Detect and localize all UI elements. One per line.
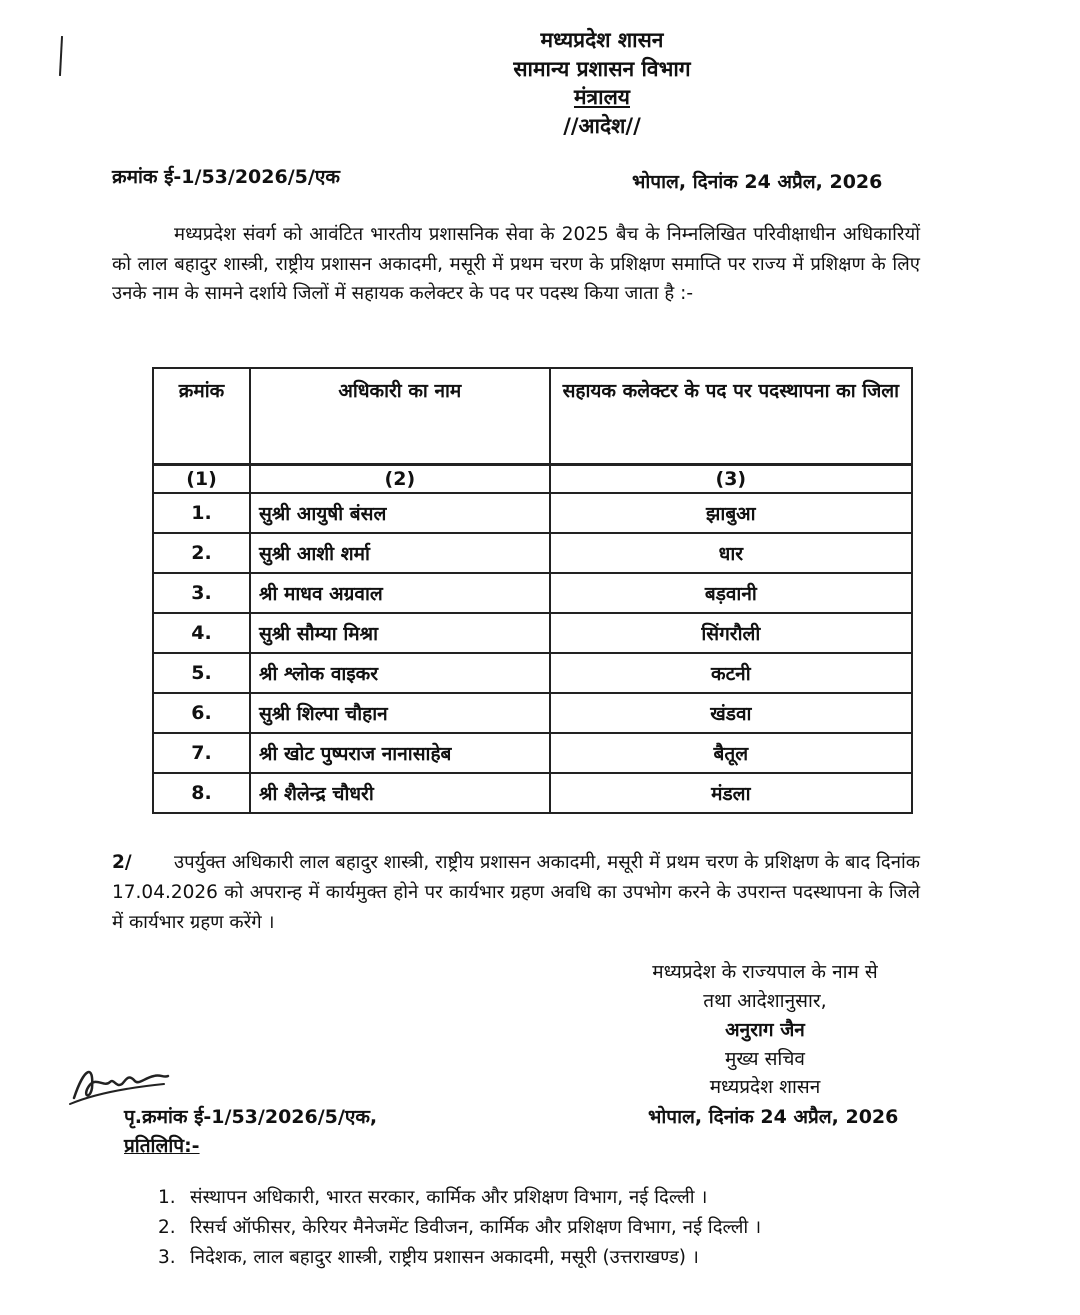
row-officer-name: श्री शैलेन्द्र चौधरी [250,773,550,813]
row-serial: 4. [153,613,250,653]
list-item-number: 3. [158,1247,176,1268]
row-serial: 3. [153,573,250,613]
row-district: मंडला [550,773,912,813]
header-district: सहायक कलेक्टर के पद पर पदस्थापना का जिला [550,368,912,465]
list-item-text: रिसर्च ऑफीसर, केरियर मैनेजमेंट डिवीजन, कार्मिक और प्रशिक्षण विभाग, नई दिल्ली । [190,1217,762,1238]
list-item [158,1183,761,1213]
copy-label: प्रतिलिपि:- [124,1135,200,1157]
order-paragraph-2 [112,848,920,938]
list-item-number: 1. [158,1187,176,1208]
col-num-1: (1) [153,465,250,494]
header-department: सामान्य प्रशासन विभाग [513,57,691,81]
handwritten-initials [64,1058,174,1108]
table-header-row [153,368,912,465]
table-row [153,493,912,533]
header-order-title: //आदेश// [563,114,641,138]
order-reference: क्रमांक ई-1/53/2026/5/एक [112,166,340,188]
row-officer-name: सुश्री सौम्या मिश्रा [250,613,550,653]
header-serial: क्रमांक [153,368,250,465]
row-officer-name: श्री माधव अग्रवाल [250,573,550,613]
row-district: सिंगरौली [550,613,912,653]
paragraph-number: 2/ [112,852,132,873]
col-num-3: (3) [550,465,912,494]
copy-recipient-list [158,1183,761,1273]
signatory-name: अनुराग जैन [725,1019,805,1041]
signature-line-2: तथा आदेशानुसार, [703,990,827,1012]
signatory-office: मध्यप्रदेश शासन [709,1076,821,1098]
order-date: भोपाल, दिनांक 24 अप्रैल, 2026 [632,171,883,193]
row-serial: 8. [153,773,250,813]
endorsement-date: भोपाल, दिनांक 24 अप्रैल, 2026 [648,1106,899,1128]
row-district: कटनी [550,653,912,693]
table-row [153,573,912,613]
list-item-text: संस्थापन अधिकारी, भारत सरकार, कार्मिक और प्रशिक्षण विभाग, नई दिल्ली । [190,1187,708,1208]
signature-line-1: मध्यप्रदेश के राज्यपाल के नाम से [652,961,878,983]
row-serial: 6. [153,693,250,733]
row-officer-name: श्री श्लोक वाइकर [250,653,550,693]
table-row [153,653,912,693]
col-num-2: (2) [250,465,550,494]
paragraph-2-text: उपर्युक्त अधिकारी लाल बहादुर शास्त्री, राष्ट्रीय प्रशासन अकादमी, मसूरी में प्रथम चरण के प्रशिक्षण के बाद दिनांक 17.04.2026 को अपरान्ह में कार्यमुक्त होने पर कार्यभार ग्रहण अवधि का उपभोग करने के उपरान्त पदस्थापना के जिले में कार्यभार ग्रहण करेंगे । [112,852,920,933]
row-officer-name: सुश्री आशी शर्मा [250,533,550,573]
row-district: धार [550,533,912,573]
row-officer-name: श्री खोट पुष्पराज नानासाहेब [250,733,550,773]
row-district: बैतूल [550,733,912,773]
row-district: झाबुआ [550,493,912,533]
table-row [153,533,912,573]
table-row [153,773,912,813]
list-item [158,1213,761,1243]
row-serial: 2. [153,533,250,573]
table-row [153,733,912,773]
column-number-row [153,465,912,494]
list-item-number: 2. [158,1217,176,1238]
endorsement-reference: पृ.क्रमांक ई-1/53/2026/5/एक, [124,1106,378,1128]
row-district: खंडवा [550,693,912,733]
list-item [158,1243,761,1273]
row-serial: 7. [153,733,250,773]
list-item-text: निदेशक, लाल बहादुर शास्त्री, राष्ट्रीय प्रशासन अकादमी, मसूरी (उत्तराखण्ड) । [190,1247,699,1268]
header-officer-name: अधिकारी का नाम [250,368,550,465]
header-ministry: मंत्रालय [573,85,630,109]
row-officer-name: सुश्री शिल्पा चौहान [250,693,550,733]
row-district: बड़वानी [550,573,912,613]
row-serial: 5. [153,653,250,693]
row-officer-name: सुश्री आयुषी बंसल [250,493,550,533]
header-government: मध्यप्रदेश शासन [540,28,664,52]
table-row [153,613,912,653]
signatory-designation: मुख्य सचिव [725,1048,805,1070]
table-row [153,693,912,733]
order-paragraph-1: मध्यप्रदेश संवर्ग को आवंटित भारतीय प्रशासनिक सेवा के 2025 बैच के निम्नलिखित परिवीक्षाधीन अधिकारियों को लाल बहादुर शास्त्री, राष्ट्रीय प्रशासन अकादमी, मसूरी में प्रथम चरण के प्रशिक्षण समाप्ति पर राज्य में प्रशिक्षण के लिए उनके नाम के सामने दर्शाये जिलों में सहायक कलेक्टर के पद पर पदस्थ किया जाता है :- [112,224,920,304]
row-serial: 1. [153,493,250,533]
posting-table [152,367,913,814]
